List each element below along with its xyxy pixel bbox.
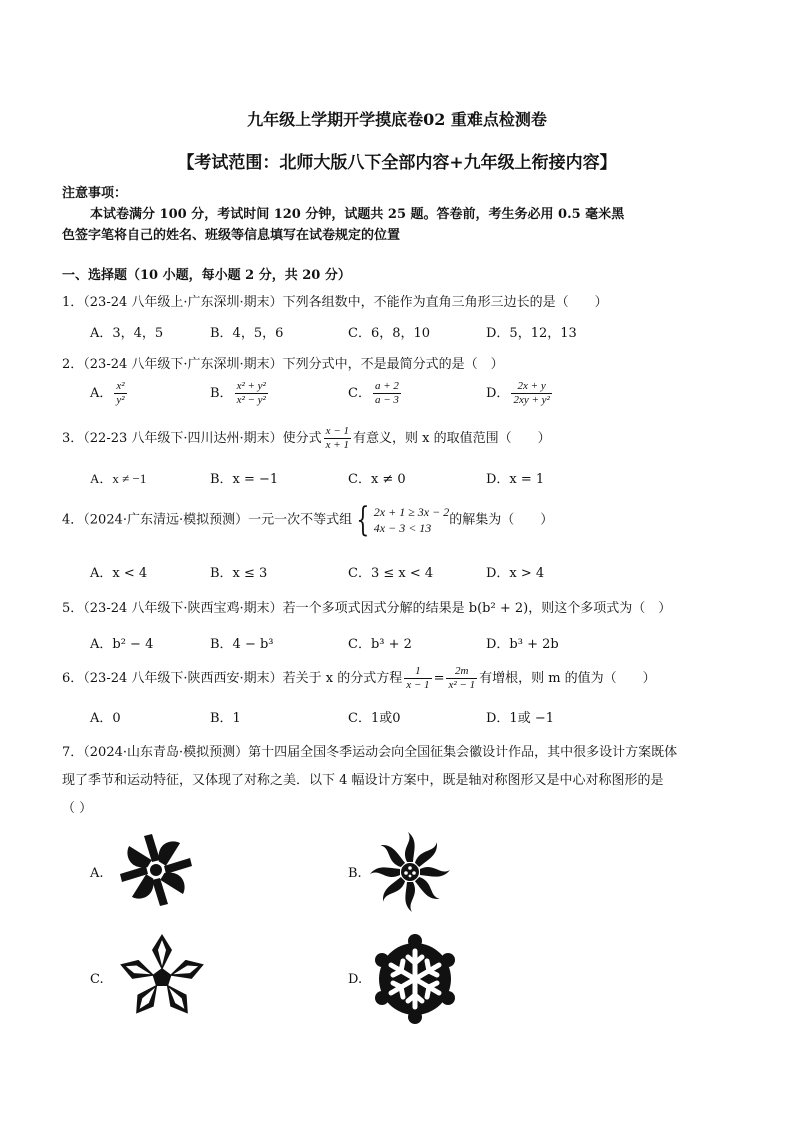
question-5-option-d: D．b³ + 2b: [486, 637, 559, 652]
question-2-option-a: A． $\frac{\text{x²}}{\text{y²}}$: [90, 380, 125, 406]
question-6-option-d: D．1或 −1: [486, 711, 554, 726]
question-6-option-a: A．0: [90, 711, 121, 726]
question-4-option-c: C．3 ≤ x < 4: [348, 566, 434, 581]
notice-line-2: 色签字笔将自己的姓名、班级等信息填写在试卷规定的位置: [62, 228, 401, 243]
question-7-option-b-label: B.: [348, 866, 362, 881]
question-5-option-c: C．b³ + 2: [348, 637, 412, 652]
page-title: 九年级上学期开学摸底卷02 重难点检测卷: [247, 110, 547, 129]
question-7-line-2: 现了季节和运动特征，又体现了对称之美．以下 4 幅设计方案中，既是轴对称图形又是中心对称图形的是: [62, 773, 664, 788]
question-6-stem: 6．（23-24 八年级下·陕西西安·期末）若关于 x 的分式方程 $\frac{1}{x - 1}$ = $\frac{2m}{\text{x² − 1}}$ 有增根，则 m 的值为（ ）: [62, 665, 656, 691]
emblem-b-image: [370, 830, 450, 914]
section-heading: 一、选择题（10 小题，每小题 2 分，共 20 分）: [62, 268, 351, 283]
question-6-option-b: B．1: [210, 711, 241, 726]
system-brace: {: [356, 500, 370, 540]
question-4-option-b: B．x ≤ 3: [210, 566, 268, 581]
question-4-option-a: A．x < 4: [90, 566, 148, 581]
question-2-option-d: D． $\frac{2x + y}{\text{2xy + y²}}$: [486, 380, 550, 406]
emblem-a-image: [116, 830, 196, 910]
question-3-option-c: C．x ≠ 0: [348, 472, 406, 487]
question-7-line-3: （ ）: [62, 801, 93, 816]
question-5-stem: 5．（23-24 八年级下·陕西宝鸡·期末）若一个多项式因式分解的结果是 b(b² + 2)，则这个多项式为（ ）: [62, 601, 672, 616]
notice-heading: 注意事项：: [62, 186, 128, 201]
question-7-line-1: 7．（2024·山东青岛·模拟预测）第十四届全国冬季运动会向全国征集会徽设计作品，其中很多设计方案既体: [62, 745, 678, 760]
question-5-option-b: B．4 − b³: [210, 637, 274, 652]
question-2-stem: 2．（23-24 八年级下·广东深圳·期末）下列分式中，不是最简分式的是（ ）: [62, 357, 504, 372]
inequality-1: 2x + 1 ≥ 3x − 2: [373, 505, 450, 519]
notice-line-1: 本试卷满分 100 分，考试时间 120 分钟，试题共 25 题。答卷前，考生务必用 0.5 毫米黑: [90, 207, 625, 222]
inequality-2: 4x − 3 < 13: [373, 521, 432, 535]
exam-scope: 【考试范围：北师大版八下全部内容+九年级上衔接内容】: [177, 153, 617, 173]
question-3-option-a: A．x ≠ −1: [90, 471, 147, 486]
question-1-option-d: D．5，12，13: [486, 326, 577, 341]
question-5-option-a: A．b² − 4: [90, 637, 154, 652]
question-7-option-d-label: D.: [348, 972, 363, 987]
question-7-option-a-label: A.: [90, 866, 104, 881]
question-3-option-d: D．x = 1: [486, 472, 545, 487]
question-1-option-c: C．6，8，10: [348, 326, 431, 341]
question-2-option-b: B． $\frac{\text{x² + y²}}{\text{x² − y²}}$: [210, 380, 266, 406]
question-1-option-a: A．3，4，5: [90, 326, 164, 341]
question-1-stem: 1．（23-24 八年级上·广东深圳·期末）下列各组数中，不能作为直角三角形三边长的是（ ）: [62, 295, 608, 310]
question-3-option-b: B．x = −1: [210, 472, 279, 487]
question-3-stem: 3．（22-23 八年级下·四川达州·期末）使分式 $\frac{x - 1}{x + 1}$ 有意义，则 x 的取值范围（ ）: [62, 425, 551, 451]
question-1-option-b: B．4，5，6: [210, 326, 284, 341]
question-6-option-c: C．1或0: [348, 711, 401, 726]
question-4-stem: 4．（2024·广东清远·模拟预测）一元一次不等式组 { 2x + 1 ≥ 3x − 2 4x − 3 < 13 的解集为（ ）: [62, 500, 554, 540]
question-4-option-d: D．x > 4: [486, 566, 545, 581]
emblem-c-image: [114, 930, 210, 1026]
question-7-option-c-label: C.: [90, 972, 104, 987]
question-2-option-c: C． $\frac{a + 2}{a - 3}$: [348, 380, 399, 406]
emblem-d-image: [370, 934, 460, 1024]
